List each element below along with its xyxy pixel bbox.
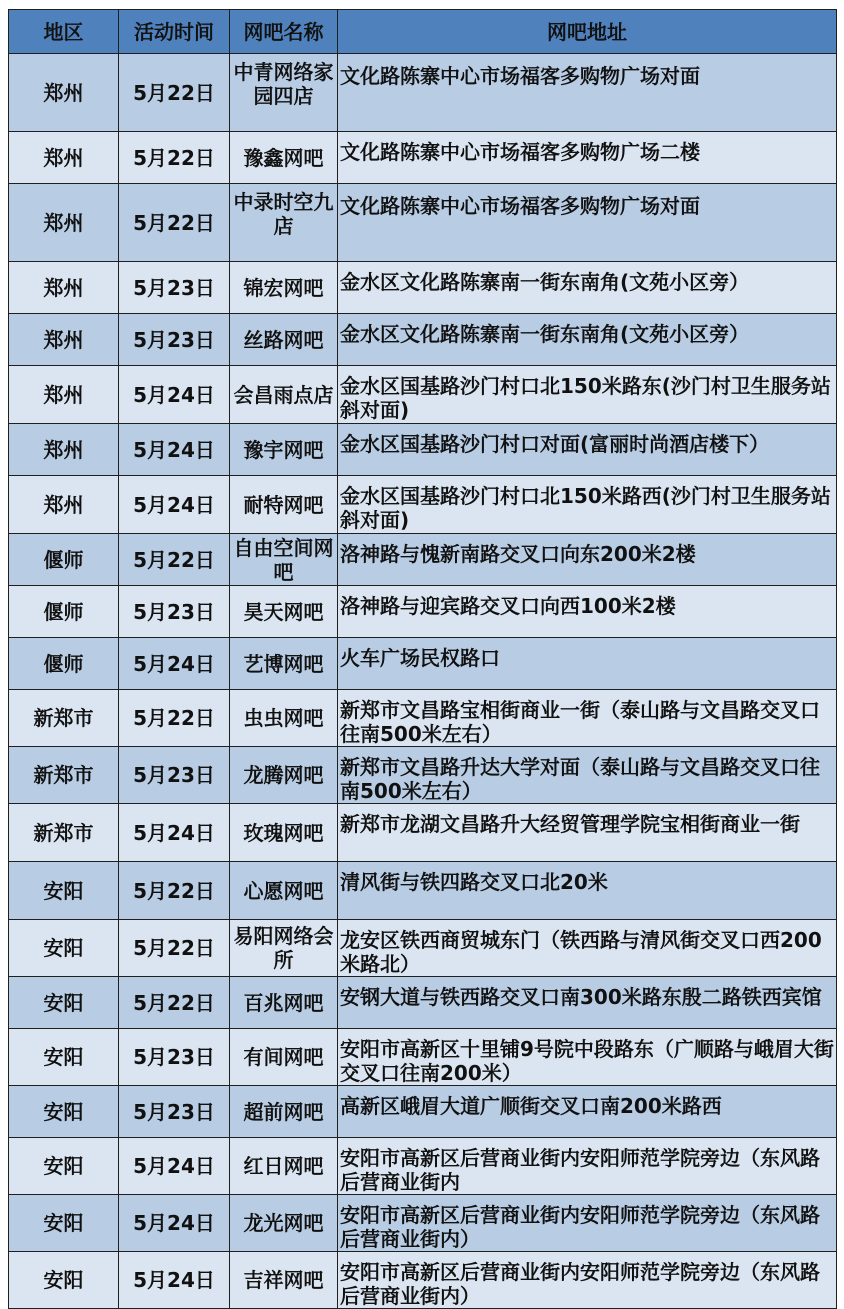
table-row	[9, 314, 837, 366]
cell-date: 5月22日	[119, 977, 230, 1029]
table-row	[9, 1029, 837, 1086]
cell-address: 金水区文化路陈寨南一街东南角(文苑小区旁）	[338, 314, 837, 366]
cell-region: 新郑市	[9, 804, 119, 862]
cell-date: 5月23日	[119, 1029, 230, 1086]
cafe-event-table	[8, 9, 837, 1309]
cell-address: 金水区文化路陈寨南一街东南角(文苑小区旁）	[338, 262, 837, 314]
cell-address: 安阳市高新区十里铺9号院中段路东（广顺路与峨眉大街交叉口往南200米）	[338, 1029, 837, 1086]
table-row	[9, 1252, 837, 1309]
cell-address: 新郑市文昌路升达大学对面（泰山路与文昌路交叉口往南500米左右）	[338, 747, 837, 804]
cell-region: 偃师	[9, 638, 119, 690]
table-row	[9, 132, 837, 184]
cell-name: 心愿网吧	[230, 862, 338, 920]
cell-name: 龙腾网吧	[230, 747, 338, 804]
table-row	[9, 54, 837, 132]
cell-date: 5月23日	[119, 747, 230, 804]
cell-region: 郑州	[9, 366, 119, 424]
table-row	[9, 262, 837, 314]
table-row	[9, 862, 837, 920]
cell-name: 有间网吧	[230, 1029, 338, 1086]
cell-region: 新郑市	[9, 747, 119, 804]
cell-date: 5月24日	[119, 638, 230, 690]
cafe-event-table-container	[8, 9, 836, 1309]
cell-date: 5月22日	[119, 534, 230, 586]
cell-date: 5月23日	[119, 1086, 230, 1138]
cell-date: 5月24日	[119, 1252, 230, 1309]
table-row	[9, 690, 837, 747]
cell-region: 安阳	[9, 1195, 119, 1252]
cell-address: 高新区峨眉大道广顺街交叉口南200米路西	[338, 1086, 837, 1138]
cell-region: 安阳	[9, 977, 119, 1029]
table-row	[9, 920, 837, 977]
cell-name: 丝路网吧	[230, 314, 338, 366]
cell-region: 偃师	[9, 586, 119, 638]
cell-region: 新郑市	[9, 690, 119, 747]
cell-region: 安阳	[9, 1138, 119, 1195]
cell-address: 文化路陈寨中心市场福客多购物广场对面	[338, 54, 837, 132]
table-row	[9, 977, 837, 1029]
cell-address: 安阳市高新区后营商业街内安阳师范学院旁边（东风路后营商业街内	[338, 1138, 837, 1195]
cell-name: 中录时空九店	[230, 184, 338, 262]
cell-name: 超前网吧	[230, 1086, 338, 1138]
cell-address: 安钢大道与铁西路交叉口南300米路东殷二路铁西宾馆	[338, 977, 837, 1029]
cell-date: 5月22日	[119, 132, 230, 184]
cell-date: 5月22日	[119, 54, 230, 132]
cell-address: 文化路陈寨中心市场福客多购物广场二楼	[338, 132, 837, 184]
cell-name: 吉祥网吧	[230, 1252, 338, 1309]
cell-name: 锦宏网吧	[230, 262, 338, 314]
cell-address: 洛神路与迎宾路交叉口向西100米2楼	[338, 586, 837, 638]
cell-date: 5月23日	[119, 586, 230, 638]
cell-address: 安阳市高新区后营商业街内安阳师范学院旁边（东风路后营商业街内）	[338, 1195, 837, 1252]
cell-region: 郑州	[9, 132, 119, 184]
cell-name: 中青网络家园四店	[230, 54, 338, 132]
header-date: 活动时间	[119, 10, 230, 54]
table-row	[9, 184, 837, 262]
cell-region: 安阳	[9, 862, 119, 920]
cell-region: 安阳	[9, 1029, 119, 1086]
cell-date: 5月22日	[119, 862, 230, 920]
cell-address: 龙安区铁西商贸城东门（铁西路与清风街交叉口西200米路北）	[338, 920, 837, 977]
cell-date: 5月22日	[119, 920, 230, 977]
table-row	[9, 638, 837, 690]
cell-name: 百兆网吧	[230, 977, 338, 1029]
cell-name: 自由空间网吧	[230, 534, 338, 586]
cell-name: 艺博网吧	[230, 638, 338, 690]
cell-date: 5月24日	[119, 804, 230, 862]
cell-address: 清风街与铁四路交叉口北20米	[338, 862, 837, 920]
cell-date: 5月22日	[119, 184, 230, 262]
cell-region: 安阳	[9, 1252, 119, 1309]
cell-date: 5月22日	[119, 690, 230, 747]
cell-name: 龙光网吧	[230, 1195, 338, 1252]
cell-region: 郑州	[9, 476, 119, 534]
table-row	[9, 1195, 837, 1252]
cell-address: 金水区国基路沙门村口对面(富丽时尚酒店楼下）	[338, 424, 837, 476]
header-region: 地区	[9, 10, 119, 54]
cell-date: 5月23日	[119, 262, 230, 314]
cell-date: 5月24日	[119, 476, 230, 534]
cell-address: 安阳市高新区后营商业街内安阳师范学院旁边（东风路后营商业街内）	[338, 1252, 837, 1309]
cell-region: 偃师	[9, 534, 119, 586]
cell-name: 虫虫网吧	[230, 690, 338, 747]
cell-address: 新郑市文昌路宝相街商业一街（泰山路与文昌路交叉口往南500米左右）	[338, 690, 837, 747]
table-row	[9, 804, 837, 862]
cell-address: 金水区国基路沙门村口北150米路东(沙门村卫生服务站斜对面)	[338, 366, 837, 424]
table-row	[9, 1138, 837, 1195]
table-row	[9, 747, 837, 804]
cell-name: 耐特网吧	[230, 476, 338, 534]
cell-address: 文化路陈寨中心市场福客多购物广场对面	[338, 184, 837, 262]
cell-address: 金水区国基路沙门村口北150米路西(沙门村卫生服务站斜对面)	[338, 476, 837, 534]
cell-region: 郑州	[9, 54, 119, 132]
cell-name: 豫宇网吧	[230, 424, 338, 476]
table-row	[9, 586, 837, 638]
cell-region: 安阳	[9, 920, 119, 977]
cell-name: 红日网吧	[230, 1138, 338, 1195]
cell-address: 火车广场民权路口	[338, 638, 837, 690]
cell-region: 郑州	[9, 184, 119, 262]
cell-name: 会昌雨点店	[230, 366, 338, 424]
cell-region: 安阳	[9, 1086, 119, 1138]
cell-name: 豫鑫网吧	[230, 132, 338, 184]
cell-region: 郑州	[9, 314, 119, 366]
cell-address: 新郑市龙湖文昌路升大经贸管理学院宝相街商业一街	[338, 804, 837, 862]
header-address: 网吧地址	[338, 10, 837, 54]
cell-address: 洛神路与愧新南路交叉口向东200米2楼	[338, 534, 837, 586]
cell-name: 易阳网络会所	[230, 920, 338, 977]
cell-date: 5月24日	[119, 1195, 230, 1252]
table-row	[9, 366, 837, 424]
cell-region: 郑州	[9, 424, 119, 476]
table-row	[9, 424, 837, 476]
cell-date: 5月24日	[119, 424, 230, 476]
table-row	[9, 1086, 837, 1138]
cell-name: 昊天网吧	[230, 586, 338, 638]
table-header-row	[9, 10, 837, 54]
cell-date: 5月24日	[119, 366, 230, 424]
table-row	[9, 476, 837, 534]
header-name: 网吧名称	[230, 10, 338, 54]
cell-date: 5月23日	[119, 314, 230, 366]
cell-date: 5月24日	[119, 1138, 230, 1195]
cell-region: 郑州	[9, 262, 119, 314]
cell-name: 玫瑰网吧	[230, 804, 338, 862]
table-row	[9, 534, 837, 586]
